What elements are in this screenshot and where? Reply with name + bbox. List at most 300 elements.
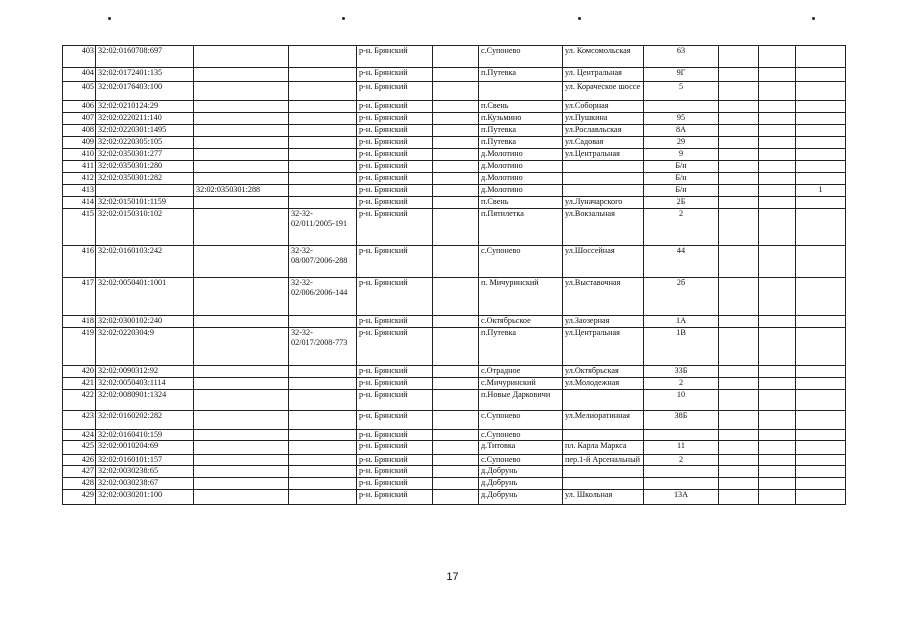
table-row <box>63 161 846 173</box>
table-row <box>63 209 846 246</box>
table-row <box>63 278 846 316</box>
cell-empty <box>719 113 759 125</box>
cell-cadastral-number: 32:02:0350301:282 <box>96 173 194 185</box>
cell-registration-number <box>289 185 357 197</box>
cell-row-number: 412 <box>63 173 96 185</box>
cell-locality: с.Отрадное <box>479 366 563 378</box>
cell-locality: с.Супонево <box>479 411 563 430</box>
cell-cadastral-number: 32:02:0220301:1495 <box>96 125 194 137</box>
cell-locality: п.Пятилетка <box>479 209 563 246</box>
cell-street: ул.Выставочная <box>563 278 644 316</box>
cell-empty <box>719 82 759 101</box>
cell-empty <box>719 328 759 366</box>
cell-cadastral-number: 32:02:0300102:240 <box>96 316 194 328</box>
cell-locality: п.Путевка <box>479 125 563 137</box>
cell-cadastral-number-2 <box>194 328 289 366</box>
cell-empty <box>719 490 759 505</box>
cell-cadastral-number-2 <box>194 378 289 390</box>
table-row <box>63 455 846 466</box>
cell-registration-number <box>289 441 357 455</box>
cell-street: ул.Луначарского <box>563 197 644 209</box>
cell-street: ул.Садовая <box>563 137 644 149</box>
cell-empty <box>759 246 796 278</box>
cell-cadastral-number: 32:02:0160410:159 <box>96 430 194 441</box>
cell-empty <box>759 173 796 185</box>
table-row <box>63 149 846 161</box>
cell-empty <box>759 125 796 137</box>
cell-quantity <box>796 278 846 316</box>
cell-district: р-н. Брянский <box>357 149 433 161</box>
cell-empty <box>719 366 759 378</box>
cell-empty <box>433 316 479 328</box>
cell-registration-number: 32-32-02/006/2006-144 <box>289 278 357 316</box>
cell-registration-number <box>289 197 357 209</box>
table-row <box>63 411 846 430</box>
cell-empty <box>433 125 479 137</box>
cell-locality: п.Путевка <box>479 137 563 149</box>
cell-empty <box>759 478 796 490</box>
cell-district: р-н. Брянский <box>357 328 433 366</box>
cell-empty <box>759 46 796 68</box>
cell-house: 11 <box>644 441 719 455</box>
cell-street: ул.Вокзальная <box>563 209 644 246</box>
cell-cadastral-number-2 <box>194 197 289 209</box>
cell-cadastral-number: 32:02:0050401:1001 <box>96 278 194 316</box>
cell-registration-number: 32-32-02/017/2008-773 <box>289 328 357 366</box>
cell-district: р-н. Брянский <box>357 125 433 137</box>
cell-empty <box>433 490 479 505</box>
cell-house <box>644 430 719 441</box>
cell-empty <box>719 197 759 209</box>
cell-registration-number <box>289 68 357 82</box>
cell-locality: с.Мичуринский <box>479 378 563 390</box>
cell-cadastral-number: 32:02:0090312:92 <box>96 366 194 378</box>
cell-empty <box>433 101 479 113</box>
cell-row-number: 427 <box>63 466 96 478</box>
cell-row-number: 422 <box>63 390 96 411</box>
cell-house: 5 <box>644 82 719 101</box>
cell-locality: д.Молотино <box>479 173 563 185</box>
cell-empty <box>759 209 796 246</box>
cell-locality: с.Октябрьское <box>479 316 563 328</box>
cell-house: 8А <box>644 125 719 137</box>
cell-empty <box>433 455 479 466</box>
cell-empty <box>433 430 479 441</box>
cell-locality: д.Молотино <box>479 149 563 161</box>
cell-house: 1В <box>644 328 719 366</box>
cell-row-number: 405 <box>63 82 96 101</box>
cell-row-number: 428 <box>63 478 96 490</box>
cell-registration-number <box>289 316 357 328</box>
cell-quantity <box>796 113 846 125</box>
cell-empty <box>719 278 759 316</box>
cell-quantity <box>796 411 846 430</box>
cell-house: 2 <box>644 378 719 390</box>
cell-house: 33Б <box>644 366 719 378</box>
cell-quantity <box>796 68 846 82</box>
table-row <box>63 478 846 490</box>
cell-row-number: 419 <box>63 328 96 366</box>
cell-cadastral-number-2 <box>194 68 289 82</box>
cell-district: р-н. Брянский <box>357 316 433 328</box>
cell-quantity <box>796 455 846 466</box>
cell-empty <box>759 316 796 328</box>
table-row <box>63 390 846 411</box>
cell-house: 29 <box>644 137 719 149</box>
cell-locality: п. Мичуринский <box>479 278 563 316</box>
cell-row-number: 417 <box>63 278 96 316</box>
cell-district: р-н. Брянский <box>357 197 433 209</box>
cell-empty <box>759 185 796 197</box>
cell-empty <box>433 378 479 390</box>
page-dot <box>812 17 815 20</box>
cell-registration-number <box>289 82 357 101</box>
cell-empty <box>759 278 796 316</box>
cell-house: Б/н <box>644 173 719 185</box>
cell-empty <box>759 197 796 209</box>
cell-row-number: 411 <box>63 161 96 173</box>
cell-cadastral-number-2 <box>194 278 289 316</box>
cell-empty <box>433 68 479 82</box>
cell-row-number: 415 <box>63 209 96 246</box>
cell-registration-number <box>289 101 357 113</box>
cell-quantity <box>796 390 846 411</box>
cell-cadastral-number: 32:02:0010204:69 <box>96 441 194 455</box>
cell-cadastral-number-2 <box>194 101 289 113</box>
cell-house: 2б <box>644 278 719 316</box>
cell-row-number: 406 <box>63 101 96 113</box>
cell-cadastral-number: 32:02:0220304:9 <box>96 328 194 366</box>
cell-house: Б/н <box>644 185 719 197</box>
cell-row-number: 409 <box>63 137 96 149</box>
cell-district: р-н. Брянский <box>357 46 433 68</box>
cell-registration-number <box>289 390 357 411</box>
cell-district: р-н. Брянский <box>357 246 433 278</box>
cell-quantity <box>796 197 846 209</box>
cell-district: р-н. Брянский <box>357 411 433 430</box>
cell-locality <box>479 82 563 101</box>
cell-locality: д.Титовка <box>479 441 563 455</box>
cell-street: ул.Мелиоратинная <box>563 411 644 430</box>
cell-registration-number <box>289 378 357 390</box>
cell-quantity <box>796 125 846 137</box>
cell-empty <box>719 149 759 161</box>
cell-locality: с.Супонево <box>479 46 563 68</box>
cell-quantity <box>796 173 846 185</box>
cell-quantity <box>796 137 846 149</box>
cell-registration-number <box>289 466 357 478</box>
cell-empty <box>433 149 479 161</box>
cell-empty <box>719 441 759 455</box>
cell-street: ул.Центральная <box>563 328 644 366</box>
cell-row-number: 404 <box>63 68 96 82</box>
cell-house: 13А <box>644 490 719 505</box>
table-row <box>63 316 846 328</box>
cell-cadastral-number: 32:02:0172401:135 <box>96 68 194 82</box>
cell-registration-number <box>289 113 357 125</box>
table-row <box>63 68 846 82</box>
cell-registration-number <box>289 430 357 441</box>
cell-quantity <box>796 316 846 328</box>
cell-street: ул.Рославльская <box>563 125 644 137</box>
cell-locality: п.Свень <box>479 101 563 113</box>
cell-cadastral-number: 32:02:0350301:277 <box>96 149 194 161</box>
cell-quantity <box>796 378 846 390</box>
table-row <box>63 125 846 137</box>
cell-locality: п.Путевка <box>479 328 563 366</box>
cell-empty <box>433 466 479 478</box>
cell-house: 9 <box>644 149 719 161</box>
cell-quantity <box>796 328 846 366</box>
cell-street: ул.Шоссейная <box>563 246 644 278</box>
cell-cadastral-number-2 <box>194 366 289 378</box>
cell-row-number: 423 <box>63 411 96 430</box>
cell-cadastral-number: 32:02:0030238:67 <box>96 478 194 490</box>
cell-cadastral-number-2 <box>194 441 289 455</box>
cell-district: р-н. Брянский <box>357 173 433 185</box>
cell-cadastral-number-2 <box>194 430 289 441</box>
cell-empty <box>433 366 479 378</box>
cell-registration-number <box>289 411 357 430</box>
cell-locality: д.Молотино <box>479 185 563 197</box>
property-table <box>62 45 846 505</box>
cell-registration-number <box>289 125 357 137</box>
page-dot <box>108 17 111 20</box>
cell-row-number: 429 <box>63 490 96 505</box>
cell-house: Б/н <box>644 161 719 173</box>
cell-quantity: 1 <box>796 185 846 197</box>
cell-street: ул.Пушкина <box>563 113 644 125</box>
cell-empty <box>719 173 759 185</box>
cell-empty <box>719 455 759 466</box>
cell-district: р-н. Брянский <box>357 68 433 82</box>
cell-cadastral-number: 32:02:0150310:102 <box>96 209 194 246</box>
cell-registration-number <box>289 161 357 173</box>
cell-quantity <box>796 46 846 68</box>
cell-row-number: 424 <box>63 430 96 441</box>
cell-street: ул. Кораческое шоссе <box>563 82 644 101</box>
cell-empty <box>433 197 479 209</box>
cell-empty <box>719 185 759 197</box>
cell-empty <box>759 82 796 101</box>
cell-house: 44 <box>644 246 719 278</box>
cell-empty <box>719 466 759 478</box>
cell-house: 1А <box>644 316 719 328</box>
page-dot <box>578 17 581 20</box>
cell-cadastral-number-2 <box>194 478 289 490</box>
cell-cadastral-number-2 <box>194 137 289 149</box>
cell-registration-number <box>289 137 357 149</box>
cell-locality: д.Добрунь <box>479 490 563 505</box>
cell-empty <box>433 113 479 125</box>
cell-registration-number <box>289 366 357 378</box>
cell-empty <box>433 278 479 316</box>
cell-cadastral-number-2 <box>194 455 289 466</box>
cell-empty <box>759 137 796 149</box>
cell-district: р-н. Брянский <box>357 82 433 101</box>
cell-locality: с.Супонево <box>479 246 563 278</box>
cell-street: ул.Октябрьская <box>563 366 644 378</box>
cell-locality: п.Путевка <box>479 68 563 82</box>
cell-registration-number <box>289 46 357 68</box>
cell-cadastral-number: 32:02:0160708:697 <box>96 46 194 68</box>
cell-street: пл. Карла Маркса <box>563 441 644 455</box>
cell-empty <box>719 68 759 82</box>
cell-empty <box>759 411 796 430</box>
cell-empty <box>719 411 759 430</box>
cell-empty <box>759 455 796 466</box>
cell-row-number: 421 <box>63 378 96 390</box>
cell-cadastral-number-2: 32:02:0350301:288 <box>194 185 289 197</box>
table-row <box>63 466 846 478</box>
cell-cadastral-number-2 <box>194 125 289 137</box>
cell-house: 2Б <box>644 197 719 209</box>
cell-locality: с.Супонево <box>479 455 563 466</box>
cell-quantity <box>796 101 846 113</box>
cell-house: 10 <box>644 390 719 411</box>
cell-cadastral-number: 32:02:0080901:1324 <box>96 390 194 411</box>
cell-district: р-н. Брянский <box>357 278 433 316</box>
cell-house <box>644 466 719 478</box>
cell-row-number: 418 <box>63 316 96 328</box>
cell-cadastral-number-2 <box>194 411 289 430</box>
cell-street: ул.Заозерная <box>563 316 644 328</box>
cell-house: 63 <box>644 46 719 68</box>
cell-street: ул.Молодежная <box>563 378 644 390</box>
cell-house: 2 <box>644 455 719 466</box>
cell-empty <box>433 411 479 430</box>
cell-empty <box>759 378 796 390</box>
cell-quantity <box>796 466 846 478</box>
cell-district: р-н. Брянский <box>357 101 433 113</box>
cell-cadastral-number: 32:02:0220211:140 <box>96 113 194 125</box>
table-row <box>63 197 846 209</box>
cell-empty <box>719 246 759 278</box>
cell-district: р-н. Брянский <box>357 390 433 411</box>
cell-house: 9Г <box>644 68 719 82</box>
cell-district: р-н. Брянский <box>357 113 433 125</box>
table-row <box>63 113 846 125</box>
cell-district: р-н. Брянский <box>357 478 433 490</box>
cell-cadastral-number: 32:02:0030201:100 <box>96 490 194 505</box>
cell-empty <box>433 390 479 411</box>
table-row <box>63 173 846 185</box>
cell-cadastral-number: 32:02:0350301:280 <box>96 161 194 173</box>
cell-quantity <box>796 246 846 278</box>
cell-street <box>563 390 644 411</box>
cell-quantity <box>796 366 846 378</box>
cell-row-number: 410 <box>63 149 96 161</box>
cell-house: 38Б <box>644 411 719 430</box>
cell-district: р-н. Брянский <box>357 378 433 390</box>
cell-registration-number: 32-32-08/007/2006-288 <box>289 246 357 278</box>
cell-empty <box>759 149 796 161</box>
cell-locality: д.Молотино <box>479 161 563 173</box>
cell-quantity <box>796 161 846 173</box>
cell-row-number: 425 <box>63 441 96 455</box>
cell-registration-number: 32-32-02/011/2005-191 <box>289 209 357 246</box>
cell-street <box>563 161 644 173</box>
cell-quantity <box>796 490 846 505</box>
cell-cadastral-number-2 <box>194 209 289 246</box>
table-row <box>63 490 846 505</box>
cell-locality: д.Добрунь <box>479 478 563 490</box>
cell-district: р-н. Брянский <box>357 490 433 505</box>
cell-district: р-н. Брянский <box>357 137 433 149</box>
table-row <box>63 137 846 149</box>
cell-cadastral-number-2 <box>194 490 289 505</box>
cell-empty <box>433 328 479 366</box>
cell-empty <box>759 490 796 505</box>
table-row <box>63 46 846 68</box>
cell-empty <box>433 137 479 149</box>
cell-cadastral-number-2 <box>194 173 289 185</box>
cell-cadastral-number: 32:02:0160202:282 <box>96 411 194 430</box>
cell-locality: п.Свень <box>479 197 563 209</box>
cell-locality: п.Новые Дарковичи <box>479 390 563 411</box>
cell-quantity <box>796 441 846 455</box>
cell-quantity <box>796 149 846 161</box>
table-body <box>63 46 846 505</box>
cell-empty <box>719 390 759 411</box>
table-row <box>63 185 846 197</box>
cell-quantity <box>796 430 846 441</box>
cell-registration-number <box>289 478 357 490</box>
cell-empty <box>433 173 479 185</box>
table-row <box>63 430 846 441</box>
cell-house: 2 <box>644 209 719 246</box>
cell-cadastral-number-2 <box>194 390 289 411</box>
cell-empty <box>759 101 796 113</box>
cell-cadastral-number: 32:02:0050403:1114 <box>96 378 194 390</box>
cell-cadastral-number-2 <box>194 113 289 125</box>
cell-empty <box>759 466 796 478</box>
cell-locality: с.Супонево <box>479 430 563 441</box>
cell-district: р-н. Брянский <box>357 161 433 173</box>
cell-empty <box>719 125 759 137</box>
cell-street: ул. Школьная <box>563 490 644 505</box>
cell-house <box>644 478 719 490</box>
cell-street: пер.1-й Арсенальный <box>563 455 644 466</box>
cell-house <box>644 101 719 113</box>
cell-empty <box>759 430 796 441</box>
table-row <box>63 246 846 278</box>
cell-row-number: 403 <box>63 46 96 68</box>
cell-empty <box>719 161 759 173</box>
cell-cadastral-number: 32:02:0160103:242 <box>96 246 194 278</box>
cell-empty <box>759 366 796 378</box>
cell-cadastral-number <box>96 185 194 197</box>
table-row <box>63 366 846 378</box>
cell-empty <box>719 209 759 246</box>
table-row <box>63 441 846 455</box>
cell-district: р-н. Брянский <box>357 455 433 466</box>
cell-cadastral-number-2 <box>194 46 289 68</box>
cell-empty <box>719 316 759 328</box>
cell-cadastral-number: 32:02:0220305:105 <box>96 137 194 149</box>
cell-district: р-н. Брянский <box>357 185 433 197</box>
cell-registration-number <box>289 173 357 185</box>
cell-district: р-н. Брянский <box>357 430 433 441</box>
cell-row-number: 407 <box>63 113 96 125</box>
cell-empty <box>719 478 759 490</box>
cell-empty <box>759 328 796 366</box>
cell-row-number: 408 <box>63 125 96 137</box>
cell-quantity <box>796 478 846 490</box>
cell-street: ул. Центральная <box>563 68 644 82</box>
cell-empty <box>433 161 479 173</box>
cell-locality: д.Добрунь <box>479 466 563 478</box>
